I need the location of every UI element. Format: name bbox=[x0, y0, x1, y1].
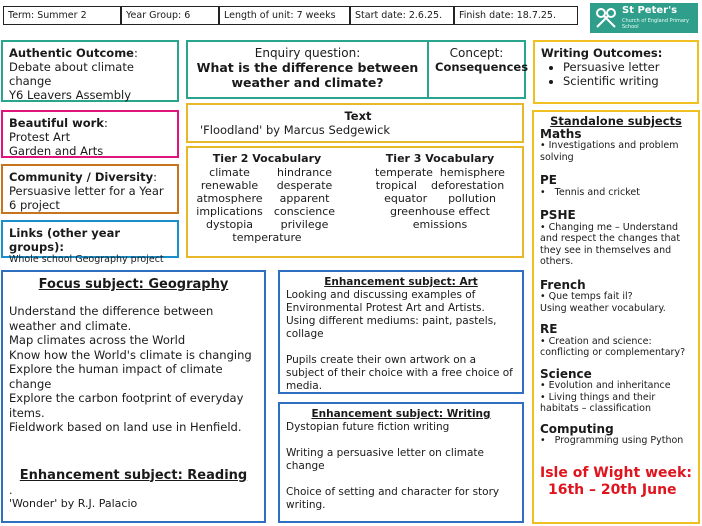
re-heading: RE bbox=[540, 322, 558, 336]
focus-line: Map climates across the World bbox=[9, 333, 186, 347]
enquiry-title: Enquiry question: bbox=[254, 46, 361, 60]
french-item: • Que temps fait il? bbox=[540, 291, 633, 302]
isle-of-wight-title: Isle of Wight week: bbox=[540, 464, 692, 481]
science-heading: Science bbox=[540, 366, 592, 381]
community-box: Community / Diversity: Persuasive letter for a Year 6 project bbox=[1, 164, 179, 214]
vocab-word: apparent bbox=[279, 192, 330, 205]
pshe-heading: PSHE bbox=[540, 208, 576, 222]
text-box bbox=[186, 103, 524, 143]
text-value: 'Floodland' by Marcus Sedgewick bbox=[200, 123, 391, 137]
vocab-line: equator pollution bbox=[384, 192, 496, 205]
science-item: • Evolution and inheritance bbox=[540, 380, 671, 391]
art-paragraph-1: Looking and discussing examples of Environmental Protest Art and Artists. Using different mediums: paint, pastels, collage bbox=[286, 289, 497, 340]
standalone-title: Standalone subjects bbox=[550, 114, 682, 128]
tier2-title: Tier 2 Vocabulary bbox=[212, 152, 322, 165]
tier2-vocabulary bbox=[192, 152, 342, 244]
vocab-word: conscience bbox=[273, 205, 336, 218]
vocab-word: implications bbox=[196, 205, 263, 218]
computing-heading: Computing bbox=[540, 421, 614, 436]
finish-date-cell: Finish date: 18.7.25. bbox=[454, 6, 578, 25]
start-date-cell: Start date: 2.6.25. bbox=[350, 6, 454, 25]
keys-icon bbox=[593, 5, 619, 31]
writing-outcome-item: • Persuasive letter bbox=[563, 60, 691, 74]
standalone-box bbox=[532, 110, 700, 524]
beautiful-line-1: Protest Art bbox=[9, 130, 71, 144]
logo-subtitle: Church of England Primary School bbox=[622, 18, 689, 30]
writing-outcome-item: • Scientific writing bbox=[563, 74, 691, 88]
beautiful-line-2: Garden and Arts bbox=[9, 144, 104, 158]
unit-length-cell: Length of unit: 7 weeks bbox=[219, 6, 350, 25]
maths-heading: Maths bbox=[540, 126, 582, 141]
french-heading: French bbox=[540, 277, 586, 292]
focus-line: Fieldwork based on land use in Henfield. bbox=[9, 420, 242, 434]
vocab-word: hindrance bbox=[276, 166, 333, 179]
concept-value: Consequences bbox=[435, 60, 529, 74]
focus-geography-box bbox=[1, 270, 266, 523]
concept-box bbox=[427, 40, 529, 99]
writing-box bbox=[278, 402, 524, 523]
vocab-word: privilege bbox=[280, 218, 329, 231]
year-group-cell: Year Group: 6 bbox=[121, 6, 219, 25]
vocab-line: emissions bbox=[412, 218, 468, 231]
vocab-word: desperate bbox=[276, 179, 333, 192]
beautiful-work-title: Beautiful work bbox=[9, 116, 104, 130]
focus-title: Focus subject: Geography bbox=[38, 277, 229, 292]
beautiful-work-box: Beautiful work: Protest Art Garden and Arts bbox=[1, 110, 179, 158]
links-value: Whole school Geography project bbox=[9, 254, 164, 265]
vocab-word: temperature bbox=[232, 231, 302, 244]
vocab-word: dystopia bbox=[205, 218, 254, 231]
focus-line: Explore the carbon footprint of everyday items. bbox=[9, 391, 244, 420]
community-value: Persuasive letter for a Year 6 project bbox=[9, 184, 164, 212]
vocab-line: temperate hemisphere bbox=[375, 166, 505, 179]
science-item: • Living things and their habitats – classification bbox=[540, 391, 656, 414]
art-title: Enhancement subject: Art bbox=[324, 276, 478, 288]
authentic-outcome-box: Authentic Outcome: Debate about climate change Y6 Leavers Assembly bbox=[1, 40, 179, 102]
art-paragraph-2: Pupils create their own artwork on a subject of their choice with a free choice of media. bbox=[286, 354, 513, 392]
pe-item: • Tennis and cricket bbox=[540, 186, 640, 198]
art-box bbox=[278, 270, 524, 394]
writing-outcomes-title: Writing Outcomes: bbox=[541, 46, 663, 60]
reading-dot: . bbox=[9, 483, 13, 497]
text-title: Text bbox=[344, 109, 372, 123]
term-cell: Term: Summer 2 bbox=[3, 6, 121, 25]
enquiry-question: What is the difference between weather and climate? bbox=[196, 60, 419, 90]
vocab-word: renewable bbox=[200, 179, 259, 192]
links-box bbox=[1, 220, 179, 265]
re-item: • Creation and science: conflicting or complementary? bbox=[540, 335, 686, 358]
authentic-outcome-title: Authentic Outcome bbox=[9, 46, 134, 60]
reading-title: Enhancement subject: Reading bbox=[19, 467, 248, 483]
writing-paragraph-1: Dystopian future fiction writing bbox=[286, 421, 450, 433]
enquiry-box bbox=[186, 40, 429, 99]
pshe-item: • Changing me – Understand and respect the changes that they see in themselves and others. bbox=[540, 221, 681, 267]
writing-title: Enhancement subject: Writing bbox=[311, 408, 491, 420]
concept-title: Concept: bbox=[449, 46, 504, 60]
focus-line: Explore the human impact of climate change bbox=[9, 362, 223, 391]
logo-title: St Peter's bbox=[622, 5, 678, 16]
french-extra: Using weather vocabulary. bbox=[540, 302, 666, 314]
pe-heading: PE bbox=[540, 173, 557, 187]
vocab-word: climate bbox=[209, 166, 250, 179]
school-logo bbox=[590, 3, 698, 33]
tier3-vocabulary bbox=[360, 152, 520, 231]
maths-item: • Investigations and problem solving bbox=[540, 140, 679, 163]
writing-paragraph-3: Choice of setting and character for story writing. bbox=[286, 486, 500, 511]
links-title: Links (other year groups): bbox=[9, 226, 120, 254]
authentic-line-2: Y6 Leavers Assembly bbox=[9, 88, 132, 102]
vocab-line: greenhouse effect bbox=[390, 205, 490, 218]
vocab-word: atmosphere bbox=[196, 192, 263, 205]
vocab-line: tropical deforestation bbox=[375, 179, 505, 192]
computing-item: • Programming using Python bbox=[540, 435, 684, 446]
isle-of-wight-date: 16th – 20th June bbox=[548, 481, 677, 498]
writing-outcomes-box bbox=[533, 40, 699, 104]
reading-value: 'Wonder' by R.J. Palacio bbox=[9, 496, 138, 510]
tier3-title: Tier 3 Vocabulary bbox=[385, 152, 495, 165]
community-title: Community / Diversity bbox=[9, 170, 154, 184]
writing-paragraph-2: Writing a persuasive letter on climate change bbox=[286, 447, 484, 472]
focus-line: Understand the difference between weather and climate. bbox=[9, 304, 214, 333]
authentic-line-1: Debate about climate change bbox=[9, 60, 134, 88]
focus-line: Know how the World's climate is changing bbox=[9, 347, 252, 362]
